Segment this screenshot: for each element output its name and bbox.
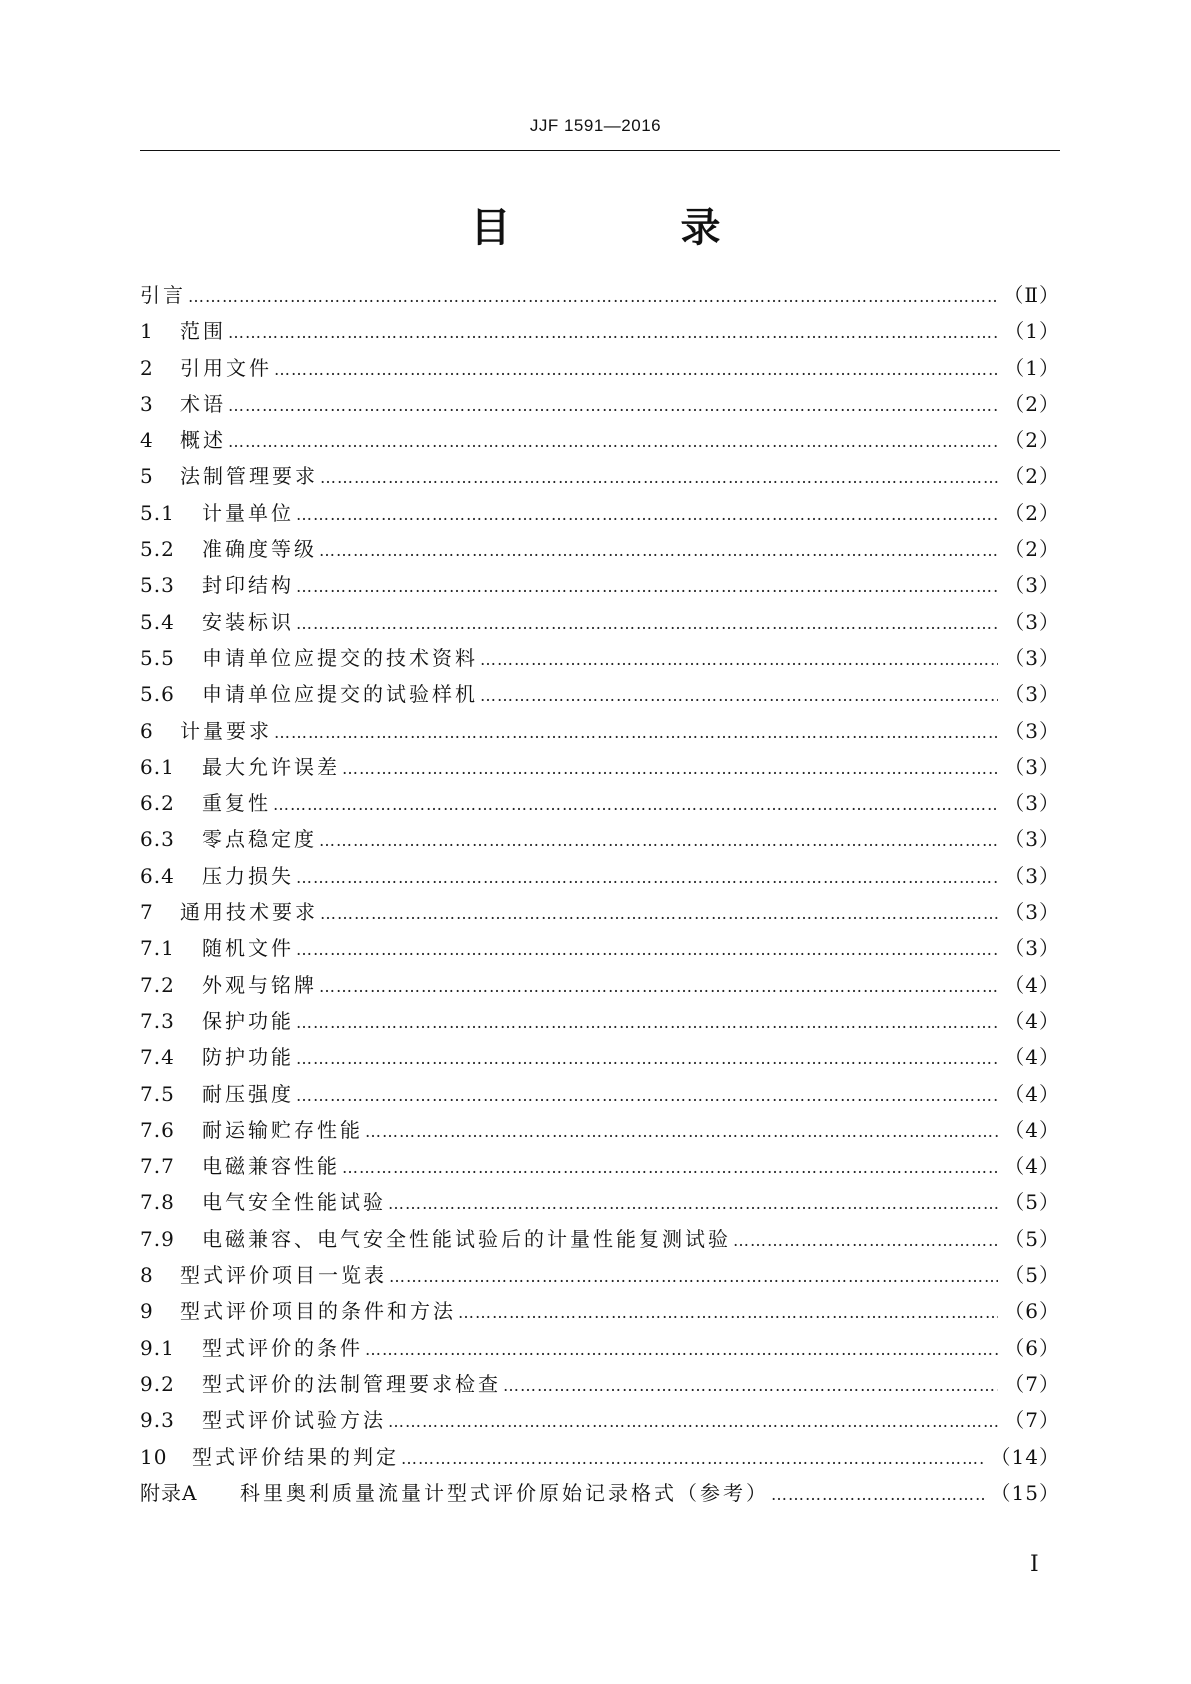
toc-entry-number: 7.2 (140, 972, 175, 997)
toc-entry[interactable] (140, 858, 1060, 894)
toc-entry-page: （3） (1004, 827, 1060, 852)
toc-leader-dots (274, 352, 998, 386)
toc-entry[interactable] (140, 1293, 1060, 1329)
toc-entry-number: 7.3 (140, 1008, 175, 1033)
toc-entry-title: 型式评价的法制管理要求检查 (202, 1371, 501, 1396)
page-number: Ⅰ (1030, 1552, 1039, 1577)
toc-entry-number: 5.6 (140, 682, 175, 707)
toc-leader-dots (296, 1005, 998, 1039)
toc-entry-page: （3） (1004, 900, 1060, 925)
toc-entry-page: （7） (1004, 1408, 1060, 1433)
toc-leader-dots (388, 1186, 998, 1220)
toc-entry[interactable] (140, 422, 1060, 458)
toc-entry-page: （3） (1004, 936, 1060, 961)
toc-entry[interactable] (140, 1039, 1060, 1075)
toc-leader-dots (503, 1368, 998, 1402)
toc-leader-dots (296, 1041, 998, 1075)
toc-entry[interactable] (140, 277, 1060, 313)
toc-entry[interactable] (140, 567, 1060, 603)
toc-leader-dots (273, 787, 998, 821)
toc-entry-page: （3） (1004, 645, 1060, 670)
toc-entry[interactable] (140, 967, 1060, 1003)
toc-entry[interactable] (140, 1148, 1060, 1184)
toc-entry-page: （15） (990, 1480, 1060, 1505)
toc-entry[interactable] (140, 1184, 1060, 1220)
toc-entry-title: 计量单位 (202, 500, 294, 525)
toc-entry-page: （2） (1004, 391, 1060, 416)
toc-leader-dots (342, 1150, 998, 1184)
toc-entry-page: （5） (1004, 1263, 1060, 1288)
toc-entry[interactable] (140, 531, 1060, 567)
toc-entry-page: （3） (1004, 609, 1060, 634)
toc-entry-number: 6.4 (140, 863, 175, 888)
toc-entry[interactable] (140, 604, 1060, 640)
toc-entry-title: 零点稳定度 (202, 827, 317, 852)
toc-entry-number: 9.2 (140, 1371, 175, 1396)
toc-leader-dots (274, 715, 998, 749)
toc-entry[interactable] (140, 1112, 1060, 1148)
toc-entry-number: 3 (140, 391, 154, 416)
toc-entry-number: 5.5 (140, 645, 175, 670)
toc-leader-dots (480, 678, 998, 712)
toc-entry-title: 重复性 (202, 791, 271, 816)
toc-entry-page: （5） (1004, 1226, 1060, 1251)
toc-leader-dots (296, 1078, 998, 1112)
toc-entry-page: （2） (1004, 537, 1060, 562)
toc-entry-number: 7.7 (140, 1154, 175, 1179)
toc-entry-title: 型式评价项目的条件和方法 (180, 1299, 456, 1324)
toc-entry-page: （4） (1004, 1081, 1060, 1106)
toc-leader-dots (365, 1114, 998, 1148)
toc-leader-dots (228, 315, 998, 349)
toc-entry[interactable] (140, 495, 1060, 531)
toc-entry-title: 引用文件 (180, 355, 272, 380)
toc-leader-dots (389, 1259, 998, 1293)
toc-entry[interactable] (140, 313, 1060, 349)
toc-entry-title: 申请单位应提交的技术资料 (202, 645, 478, 670)
toc-entry-page: （2） (1004, 428, 1060, 453)
toc-leader-dots (320, 896, 998, 930)
toc-entry[interactable] (140, 350, 1060, 386)
toc-entry-page: （3） (1004, 791, 1060, 816)
toc-leader-dots (733, 1223, 998, 1257)
toc-entry-title: 电气安全性能试验 (202, 1190, 386, 1215)
toc-entry-number: 9.1 (140, 1335, 175, 1360)
toc-entry[interactable] (140, 930, 1060, 966)
toc-entry-title: 准确度等级 (202, 537, 317, 562)
toc-leader-dots (296, 932, 998, 966)
toc-leader-dots (771, 1477, 985, 1511)
toc-entry-title: 压力损失 (202, 863, 294, 888)
toc-entry-title: 术语 (180, 391, 226, 416)
toc-entry[interactable] (140, 821, 1060, 857)
toc-entry[interactable] (140, 1439, 1060, 1475)
toc-entry-title: 随机文件 (202, 936, 294, 961)
toc-entry-title: 保护功能 (202, 1008, 294, 1033)
toc-leader-dots (458, 1295, 998, 1329)
toc-entry-title: 概述 (180, 428, 226, 453)
toc-entry-number: 7.1 (140, 936, 175, 961)
toc-entry-number: 10 (140, 1444, 168, 1469)
header-rule (140, 150, 1060, 151)
toc-leader-dots (388, 1404, 998, 1438)
toc-entry[interactable] (140, 1076, 1060, 1112)
toc-entry-title: 型式评价结果的判定 (192, 1444, 399, 1469)
toc-leader-dots (188, 279, 997, 313)
toc-entry[interactable] (140, 386, 1060, 422)
toc-entry-number: 7.4 (140, 1045, 175, 1070)
toc-entry-number: 6 (140, 718, 154, 743)
toc-leader-dots (296, 860, 998, 894)
toc-entry-page: （4） (1004, 1117, 1060, 1142)
toc-leader-dots (296, 606, 998, 640)
toc-entry[interactable] (140, 894, 1060, 930)
toc-entry-page: （1） (1004, 355, 1060, 380)
toc-entry-title: 封印结构 (202, 573, 294, 598)
toc-entry-page: （3） (1004, 682, 1060, 707)
toc-leader-dots (296, 569, 998, 603)
toc-entry-number: 7.8 (140, 1190, 175, 1215)
toc-entry[interactable] (140, 785, 1060, 821)
toc-entry-number: 5.4 (140, 609, 175, 634)
table-of-contents (140, 277, 1060, 1511)
toc-entry[interactable] (140, 1221, 1060, 1257)
toc-entry[interactable] (140, 749, 1060, 785)
toc-entry-number: 6.1 (140, 754, 175, 779)
toc-entry-page: （6） (1004, 1335, 1060, 1360)
toc-entry-page: （4） (1004, 1008, 1060, 1033)
toc-leader-dots (319, 823, 998, 857)
toc-entry[interactable] (140, 1003, 1060, 1039)
toc-entry-title: 耐运输贮存性能 (202, 1117, 363, 1142)
toc-entry-page: （3） (1004, 863, 1060, 888)
toc-entry[interactable] (140, 1475, 1060, 1511)
toc-entry-title: 防护功能 (202, 1045, 294, 1070)
toc-entry-title: 通用技术要求 (180, 900, 318, 925)
toc-entry-number: 6.3 (140, 827, 175, 852)
toc-entry-number: 附录A (140, 1480, 198, 1505)
toc-entry-title: 法制管理要求 (180, 464, 318, 489)
toc-entry[interactable] (140, 458, 1060, 494)
toc-entry-number: 6.2 (140, 791, 175, 816)
toc-leader-dots (319, 969, 998, 1003)
toc-entry[interactable] (140, 1402, 1060, 1438)
toc-entry-number: 2 (140, 355, 154, 380)
toc-leader-dots (296, 497, 998, 531)
toc-entry[interactable] (140, 676, 1060, 712)
toc-entry-page: （1） (1004, 319, 1060, 344)
toc-entry-page: （4） (1004, 1154, 1060, 1179)
toc-entry-title: 电磁兼容、电气安全性能试验后的计量性能复测试验 (202, 1226, 731, 1251)
toc-entry-page: （14） (990, 1444, 1060, 1469)
toc-entry-page: （2） (1004, 464, 1060, 489)
toc-leader-dots (320, 460, 998, 494)
toc-leader-dots (342, 751, 998, 785)
toc-entry-title: 申请单位应提交的试验样机 (202, 682, 478, 707)
toc-entry-number: 5.1 (140, 500, 175, 525)
toc-entry-page: （6） (1004, 1299, 1060, 1324)
toc-entry-number: 7 (140, 900, 154, 925)
toc-leader-dots (365, 1332, 998, 1366)
toc-entry-page: （3） (1004, 754, 1060, 779)
toc-entry-number: 1 (140, 319, 154, 344)
toc-entry-number: 4 (140, 428, 154, 453)
toc-leader-dots (228, 388, 998, 422)
toc-entry[interactable] (140, 1257, 1060, 1293)
toc-entry-title: 最大允许误差 (202, 754, 340, 779)
toc-entry-number: 5 (140, 464, 154, 489)
toc-leader-dots (401, 1441, 985, 1475)
toc-entry-number: 7.6 (140, 1117, 175, 1142)
toc-entry[interactable] (140, 640, 1060, 676)
toc-entry-page: （2） (1004, 500, 1060, 525)
toc-entry-title: 范围 (180, 319, 226, 344)
toc-leader-dots (480, 642, 998, 676)
toc-entry[interactable] (140, 713, 1060, 749)
toc-entry-page: （7） (1004, 1371, 1060, 1396)
toc-entry-number: 9.3 (140, 1408, 175, 1433)
toc-entry-page: （5） (1004, 1190, 1060, 1215)
toc-entry-number: 8 (140, 1263, 154, 1288)
toc-entry[interactable] (140, 1330, 1060, 1366)
toc-entry-title: 型式评价试验方法 (202, 1408, 386, 1433)
toc-entry-title: 科里奥利质量流量计型式评价原始记录格式（参考） (240, 1480, 769, 1505)
toc-entry-number: 5.3 (140, 573, 175, 598)
toc-entry-title: 耐压强度 (202, 1081, 294, 1106)
page-title: 目 录 (470, 205, 799, 251)
toc-entry-number: 7.9 (140, 1226, 175, 1251)
toc-entry[interactable] (140, 1366, 1060, 1402)
toc-leader-dots (319, 533, 998, 567)
toc-entry-number: 9 (140, 1299, 154, 1324)
toc-entry-number: 7.5 (140, 1081, 175, 1106)
toc-entry-title: 外观与铭牌 (202, 972, 317, 997)
toc-entry-title: 安装标识 (202, 609, 294, 634)
toc-entry-title: 型式评价项目一览表 (180, 1263, 387, 1288)
document-code: JJF 1591—2016 (529, 116, 662, 135)
toc-entry-title: 电磁兼容性能 (202, 1154, 340, 1179)
toc-entry-title: 引言 (140, 283, 186, 307)
toc-entry-title: 计量要求 (180, 718, 272, 743)
toc-entry-title: 型式评价的条件 (202, 1335, 363, 1360)
toc-entry-page: （Ⅱ） (1003, 283, 1060, 307)
toc-entry-page: （4） (1004, 972, 1060, 997)
toc-entry-number: 5.2 (140, 537, 175, 562)
toc-leader-dots (228, 424, 998, 458)
toc-entry-page: （3） (1004, 573, 1060, 598)
toc-entry-page: （4） (1004, 1045, 1060, 1070)
toc-entry-page: （3） (1004, 718, 1060, 743)
